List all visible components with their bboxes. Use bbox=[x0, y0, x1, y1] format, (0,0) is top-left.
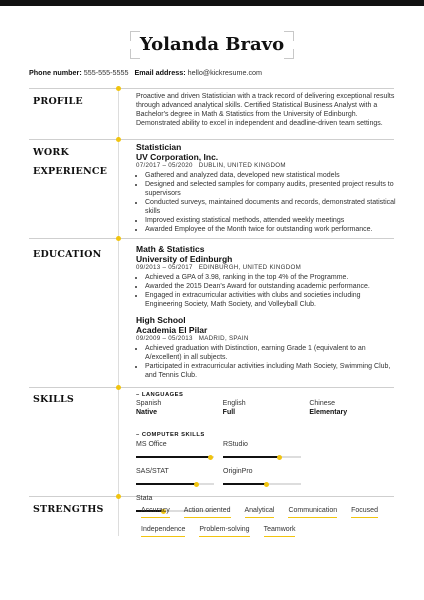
language-name: English bbox=[222, 400, 246, 407]
strength-tag: Problem-solving bbox=[199, 525, 249, 537]
strength-tag: Analytical bbox=[245, 506, 275, 518]
education-section bbox=[136, 245, 396, 380]
strength-tag: Teamwork bbox=[264, 525, 296, 537]
education-location: EDINBURGH, UNITED KINGDOM bbox=[198, 264, 302, 271]
top-accent-bar bbox=[0, 0, 424, 6]
section-title-strengths: STRENGTHS bbox=[33, 504, 104, 515]
school-name: Academia El Pilar bbox=[136, 324, 208, 335]
timeline-dot bbox=[116, 86, 121, 91]
degree-title: Math & Statistics bbox=[136, 244, 205, 254]
list-item: • Conducted surveys, maintained documents and records, demonstrated statistical skills bbox=[145, 198, 396, 216]
contact-line bbox=[29, 68, 262, 77]
skill-level-bar bbox=[223, 483, 301, 485]
timeline-dot bbox=[116, 385, 121, 390]
timeline-dot bbox=[116, 494, 121, 499]
list-item: • Improved existing statistical methods, attended weekly meetings bbox=[145, 216, 396, 225]
skill-level-knob bbox=[264, 482, 269, 487]
section-title-work-line1: WORK bbox=[33, 147, 69, 158]
section-divider bbox=[29, 238, 394, 239]
profile-summary: Proactive and driven Statistician with a track record of delivering exceptional results through advanced analytical skills. Certified Statistical Business Analyst with a Bachelor's degree in Math & Statistics from the University of Edinburgh. Demonstrated ability to excel in independent and deadline-driven team settings. bbox=[136, 93, 395, 127]
skills-section bbox=[136, 391, 396, 521]
strength-tag: Accuracy bbox=[141, 506, 170, 518]
language-item bbox=[309, 400, 396, 417]
timeline-dot bbox=[116, 137, 121, 142]
computer-skill-name: SAS/STAT bbox=[136, 468, 169, 475]
language-item bbox=[136, 400, 223, 417]
list-item: • Awarded Employee of the Month twice for outstanding work performance. bbox=[145, 225, 396, 234]
education-bullets bbox=[136, 273, 396, 309]
timeline-dot bbox=[116, 236, 121, 241]
computer-skill-name: RStudio bbox=[223, 441, 248, 448]
list-item: • Achieved graduation with Distinction, earning Grade 1 (equivalent to an A/excellent) in all subjects. bbox=[145, 344, 396, 362]
education-dates: 09/2013 – 05/2017 bbox=[136, 264, 193, 271]
computer-skill-item bbox=[223, 440, 310, 467]
skill-level-fill bbox=[136, 456, 210, 458]
education-bullets bbox=[136, 344, 396, 380]
section-title-work-line2: EXPERIENCE bbox=[33, 166, 108, 177]
computer-skill-item bbox=[223, 467, 310, 494]
profile-section bbox=[136, 92, 396, 128]
list-item: • Awarded the 2015 Dean's Award for outstanding academic performance. bbox=[145, 282, 396, 291]
strength-tag: Independence bbox=[141, 525, 185, 537]
language-level: Elementary bbox=[309, 408, 348, 416]
strength-tag: Focused bbox=[351, 506, 378, 518]
education-meta bbox=[136, 335, 396, 343]
degree-title: High School bbox=[136, 315, 186, 325]
section-title-profile: PROFILE bbox=[33, 96, 83, 107]
language-item bbox=[223, 400, 310, 417]
section-title-skills: SKILLS bbox=[33, 394, 74, 405]
job-location: DUBLIN, UNITED KINGDOM bbox=[198, 162, 286, 169]
list-item: • Gathered and analyzed data, developed new statistical models bbox=[145, 171, 396, 180]
education-dates: 09/2009 – 05/2013 bbox=[136, 335, 193, 342]
computer-skill-item bbox=[136, 467, 223, 494]
list-item: • Engaged in extracurricular activities with clubs and societies including Engineering Society, Math Society, and Volleyball Club. bbox=[145, 291, 396, 309]
section-divider bbox=[29, 387, 394, 388]
candidate-name: Yolanda Bravo bbox=[139, 34, 285, 55]
job-dates: 07/2017 – 05/2020 bbox=[136, 162, 193, 169]
language-level: Full bbox=[222, 408, 236, 416]
education-location: MADRID, SPAIN bbox=[198, 335, 249, 342]
languages-label: – LANGUAGES bbox=[136, 392, 184, 398]
list-item: • Achieved a GPA of 3.98, ranking in the top 4% of the Programme. bbox=[145, 273, 396, 282]
strength-tag: Action oriented bbox=[184, 506, 231, 518]
skill-level-fill bbox=[223, 456, 279, 458]
strengths-section bbox=[136, 506, 396, 537]
email-label: Email address: bbox=[134, 68, 186, 77]
languages-grid bbox=[136, 400, 396, 417]
name-frame bbox=[130, 31, 294, 59]
computer-skill-name: MS Office bbox=[136, 441, 167, 448]
language-name: Chinese bbox=[309, 400, 336, 407]
skill-level-fill bbox=[223, 483, 267, 485]
computer-skill-item bbox=[136, 440, 223, 467]
phone-label: Phone number: bbox=[29, 68, 82, 77]
list-item: • Participated in extracurricular activities including Math Society, Swimming Club, and Tennis Club. bbox=[145, 362, 396, 380]
timeline-line bbox=[118, 88, 119, 536]
company-name: UV Corporation, Inc. bbox=[136, 151, 219, 162]
list-item: • Designed and selected samples for company audits, presented project results to supervisors bbox=[145, 180, 396, 198]
language-name: Spanish bbox=[136, 400, 162, 407]
email-link[interactable]: hello@kickresume.com bbox=[187, 68, 263, 77]
strengths-list bbox=[141, 506, 391, 537]
computer-skill-name: OriginPro bbox=[223, 468, 253, 475]
school-name: University of Edinburgh bbox=[136, 253, 233, 264]
skill-level-knob bbox=[277, 455, 282, 460]
skill-level-knob bbox=[208, 455, 213, 460]
strength-tag: Communication bbox=[288, 506, 337, 518]
computer-skills-label: – COMPUTER SKILLS bbox=[136, 432, 205, 438]
job-title: Statistician bbox=[136, 142, 182, 152]
section-title-work bbox=[33, 143, 107, 181]
skill-level-bar bbox=[136, 483, 214, 485]
phone-value: 555-555-5555 bbox=[83, 68, 129, 77]
skill-level-bar bbox=[223, 456, 301, 458]
language-level: Native bbox=[136, 408, 158, 416]
skill-level-fill bbox=[136, 483, 197, 485]
skill-level-knob bbox=[194, 482, 199, 487]
job-bullets bbox=[136, 171, 396, 234]
section-divider bbox=[29, 88, 394, 89]
skill-level-bar bbox=[136, 456, 214, 458]
section-title-education: EDUCATION bbox=[33, 249, 102, 260]
computer-skill-name: Stata bbox=[136, 495, 153, 502]
job-meta bbox=[136, 162, 396, 170]
work-section bbox=[136, 143, 396, 234]
section-divider bbox=[29, 139, 394, 140]
education-meta bbox=[136, 264, 396, 272]
